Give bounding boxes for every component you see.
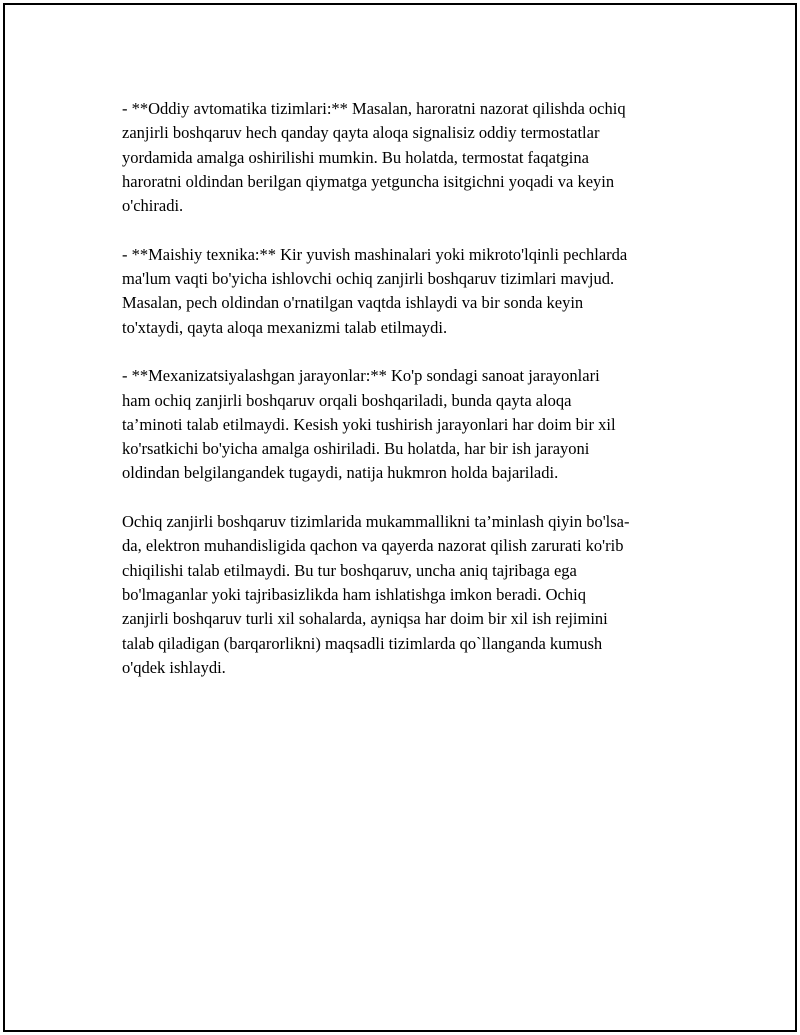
- paragraph-household-appliances: - **Maishiy texnika:** Kir yuvish mashinalari yoki mikroto'lqinli pechlarda ma'lum vaqti bo'yicha ishlovchi ochiq zanjirli boshqaruv tizimlari mavjud. Masalan, pech oldindan o'rnatilgan vaqtda ishlaydi va bir sonda keyin to'xtaydi, qayta aloqa mexanizmi talab etilmaydi.: [122, 244, 628, 337]
- page-frame: [3, 3, 797, 1032]
- paragraph-conclusion: Ochiq zanjirli boshqaruv tizimlarida mukammallikni ta’minlash qiyin bo'lsa- da, elektron muhandisligida qachon va qayerda nazorat qilish zarurati ko'rib chiqilishi talab etilmaydi. Bu tur boshqaruv, uncha aniq tajribaga ega bo'lmaganlar yoki tajribasizlikda ham ishlatishga imkon beradi. Ochiq zanjirli boshqaruv turli xil sohalarda, ayniqsa har doim bir xil ish rejimini talab qiladigan (barqarorlikni) maqsadli tizimlarda qo`llanganda kumush o'qdek ishlaydi.: [122, 512, 630, 677]
- document-body: [122, 97, 696, 704]
- paragraph-mechanized-processes: - **Mexanizatsiyalashgan jarayonlar:** Ko'p sondagi sanoat jarayonlari ham ochiq zanjirli boshqaruv orqali boshqariladi, bunda qayta aloqa ta’minoti talab etilmaydi. Kesish yoki tushirish jarayonlari har doim bir xil ko'rsatkichi bo'yicha amalga oshiriladi. Bu holatda, har bir ish jarayoni oldindan belgilangandek tugaydi, natija hukmron holda bajariladi.: [122, 366, 616, 483]
- paragraph-simple-automation: - **Oddiy avtomatika tizimlari:** Masalan, haroratni nazorat qilishda ochiq zanjirli boshqaruv hech qanday qayta aloqa signalisiz oddiy termostatlar yordamida amalga oshirilishi mumkin. Bu holatda, termostat faqatgina haroratni oldindan berilgan qiymatga yetguncha isitgichni yoqadi va keyin o'chiradi.: [122, 99, 626, 216]
